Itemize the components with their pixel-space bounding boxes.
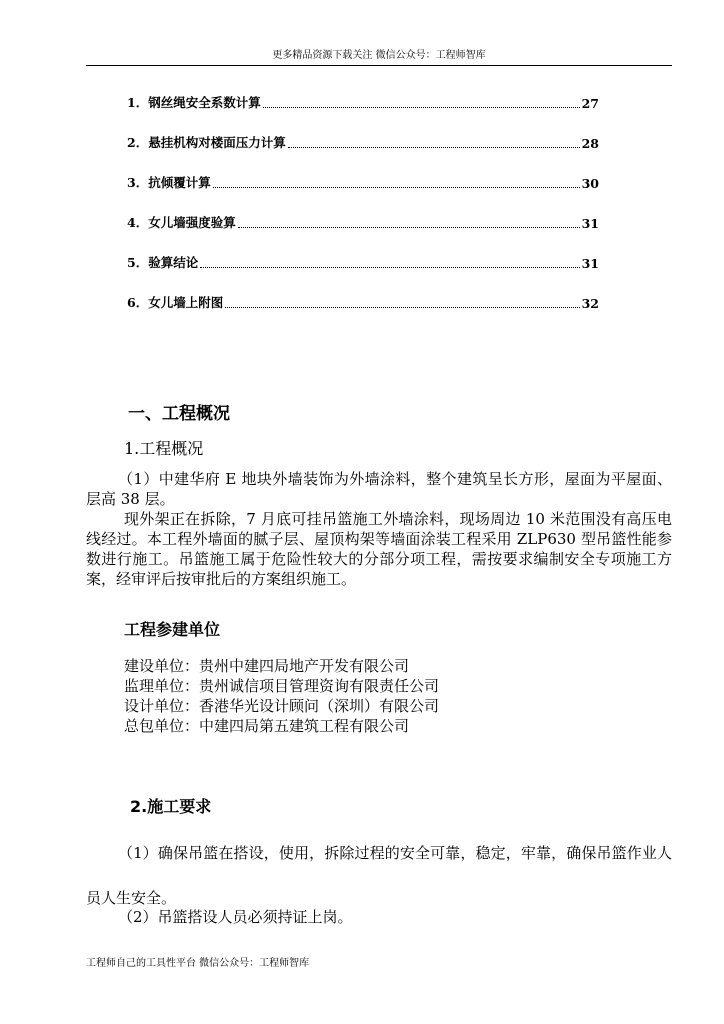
units-list xyxy=(124,656,439,736)
page-footer: 工程师自己的工具性平台 微信公众号：工程师智库 xyxy=(86,958,310,969)
toc-entry-label: 6．女儿墙上附图 xyxy=(127,295,224,310)
toc-entry-label: 3．抗倾覆计算 xyxy=(127,175,211,190)
toc-entry-label: 2．悬挂机构对楼面压力计算 xyxy=(127,135,286,150)
requirement-item-1: （1）确保吊篮在搭设，使用，拆除过程的安全可靠，稳定，牢靠，确保吊篮作业人员人生安全。 xyxy=(86,844,672,907)
toc-entry-label: 1．钢丝绳安全系数计算 xyxy=(127,95,261,110)
toc-entry[interactable] xyxy=(127,216,599,231)
unit-item: 监理单位：贵州诚信项目管理资询有限责任公司 xyxy=(124,677,440,695)
unit-item: 设计单位：香港华光设计顾问（深圳）有限公司 xyxy=(124,697,440,715)
toc-entry[interactable] xyxy=(127,96,599,111)
toc-entry-page: 31 xyxy=(581,256,599,271)
toc-entry-page: 28 xyxy=(581,136,599,151)
toc-leader xyxy=(288,146,580,148)
table-of-contents xyxy=(127,96,599,336)
toc-entry[interactable] xyxy=(127,256,599,271)
toc-leader xyxy=(213,186,580,188)
unit-item: 建设单位：贵州中建四局地产开发有限公司 xyxy=(124,657,410,675)
toc-entry-page: 31 xyxy=(581,216,599,231)
unit-item: 总包单位：中建四局第五建筑工程有限公司 xyxy=(124,717,410,735)
overview-paragraph-1: （1）中建华府 E 地块外墙装饰为外墙涂料，整个建筑呈长方形，屋面为平屋面、层高 38 层。 xyxy=(86,470,672,508)
toc-entry-label: 4．女儿墙强度验算 xyxy=(127,215,236,230)
toc-entry-page: 27 xyxy=(581,96,599,111)
toc-entry-page: 30 xyxy=(581,176,599,191)
page-header: 更多精品资源下载关注 微信公众号：工程师智库 xyxy=(86,46,672,66)
toc-leader xyxy=(263,106,580,108)
toc-entry-label: 5．验算结论 xyxy=(127,255,199,270)
requirement-item-2: （2）吊篮搭设人员必须持证上岗。 xyxy=(118,908,353,926)
toc-entry-page: 32 xyxy=(581,296,599,311)
section-heading: 一、工程概况 xyxy=(128,404,230,424)
toc-entry[interactable] xyxy=(127,136,599,151)
toc-leader xyxy=(200,266,579,268)
requirements-heading: 2.施工要求 xyxy=(130,797,212,816)
units-heading: 工程参建单位 xyxy=(124,620,221,639)
overview-paragraph-2: 现外架正在拆除，7 月底可挂吊篮施工外墙涂料，现场周边 10 米范围没有高压电线经过。本工程外墙面的腻子层、屋顶构架等墙面涂装工程采用 ZLP630 型吊篮性能参数进行施工。吊篮施工属于危险性较大的分部分项工程，需按要求编制安全专项施工方案，经审评后按审批后的方案组织施工。 xyxy=(86,510,672,588)
toc-entry[interactable] xyxy=(127,176,599,191)
toc-leader xyxy=(225,306,579,308)
toc-entry[interactable] xyxy=(127,296,599,311)
toc-leader xyxy=(238,226,580,228)
subsection-heading: 1.工程概况 xyxy=(124,439,204,458)
